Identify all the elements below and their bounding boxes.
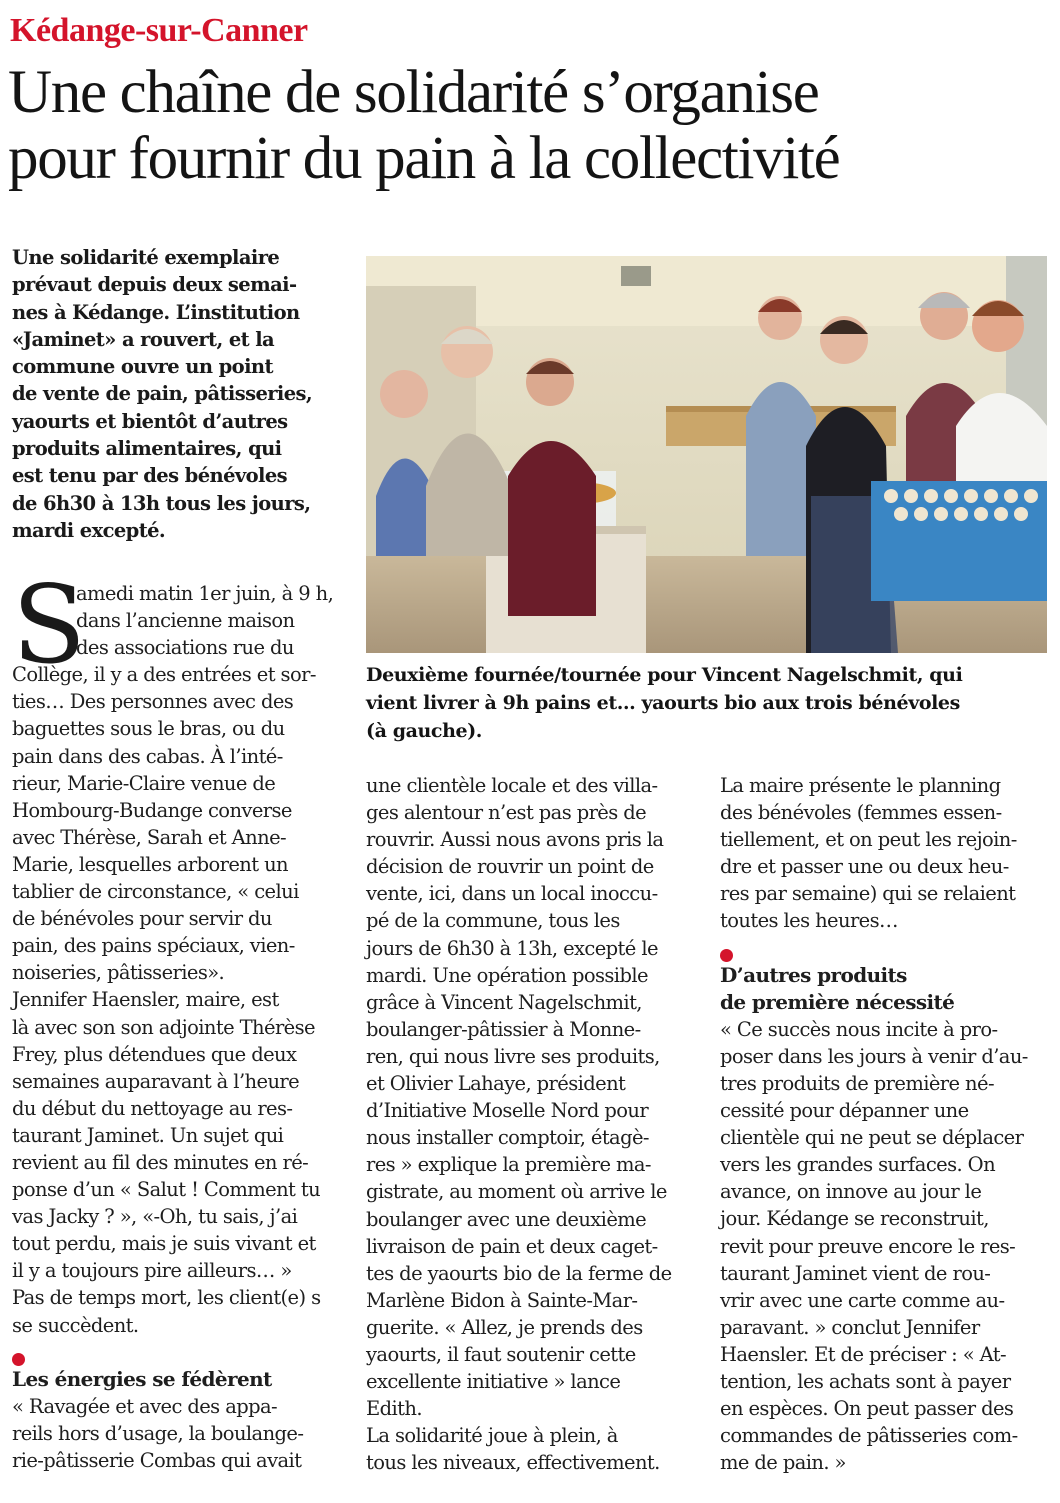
- text-line: taurant Jaminet vient de rou-: [720, 1261, 991, 1285]
- text-line: Frey, plus détendues que deux: [12, 1042, 297, 1066]
- text-line: yaourts, il faut soutenir cette: [366, 1342, 636, 1366]
- lead-paragraph: [12, 244, 342, 544]
- text-line: rieur, Marie-Claire venue de: [12, 771, 276, 795]
- text-line: se succèdent.: [12, 1313, 139, 1337]
- text-line: tention, les achats sont à payer: [720, 1369, 1011, 1393]
- text-line: amedi matin 1er juin, à 9 h,: [76, 582, 334, 605]
- article-column-3: [720, 772, 1046, 1476]
- text-line: des associations rue du: [76, 636, 294, 660]
- text-line: rie-pâtisserie Combas qui avait: [12, 1448, 302, 1472]
- text-line: vas Jacky ? », «-Oh, tu sais, j’ai: [12, 1205, 298, 1229]
- text-line: taurant Jaminet. Un sujet qui: [12, 1123, 284, 1147]
- subheading-text: de première nécessité: [720, 989, 955, 1014]
- text-line: dre et passer une ou deux heu-: [720, 855, 1009, 879]
- text-line: livraison de pain et deux caget-: [366, 1234, 658, 1258]
- text-line: ties… Des personnes avec des: [12, 690, 294, 714]
- article-column-1: [12, 580, 336, 1474]
- text-line: clientèle qui ne peut se déplacer: [720, 1126, 1024, 1150]
- text-line: tout perdu, mais je suis vivant et: [12, 1232, 316, 1256]
- paragraph-gap: [12, 1339, 336, 1353]
- text-line: d’Initiative Moselle Nord pour: [366, 1099, 649, 1123]
- text-line: La maire présente le planning: [720, 774, 1001, 797]
- text-line: dans l’ancienne maison: [76, 609, 295, 633]
- text-line: Marie, lesquelles arborent un: [12, 852, 289, 876]
- text-line: là avec son son adjointe Thérèse: [12, 1015, 315, 1039]
- article-photo: [366, 256, 1047, 653]
- text-line: vente, ici, dans un local inoccu-: [366, 882, 658, 906]
- text-line: noiseries, pâtisseries».: [12, 961, 225, 985]
- text-line: tres produits de première né-: [720, 1071, 994, 1095]
- drop-cap: S: [12, 563, 86, 688]
- text-line: res par semaine) qui se relaient: [720, 882, 1016, 906]
- text-line: vers les grandes surfaces. On: [720, 1153, 996, 1177]
- text-line: boulanger-pâtissier à Monne-: [366, 1017, 641, 1041]
- text-line: res » explique la première ma-: [366, 1153, 651, 1177]
- text-line: vrir avec une carte comme au-: [720, 1288, 1005, 1312]
- text-line: me de pain. »: [720, 1451, 846, 1475]
- text-line: revit pour preuve encore le res-: [720, 1234, 1016, 1258]
- text-line: pain dans des cabas. À l’inté-: [12, 744, 283, 768]
- text-line: jour. Kédange se reconstruit,: [720, 1207, 989, 1231]
- caption-line: (à gauche).: [366, 720, 483, 742]
- text-line: mardi excepté.: [12, 518, 166, 542]
- text-line: ponse d’un « Salut ! Comment tu: [12, 1178, 321, 1202]
- subheading: [720, 989, 1046, 1016]
- text-line: paravant. » conclut Jennifer: [720, 1315, 980, 1339]
- text-line: de 6h30 à 13h tous les jours,: [12, 491, 311, 515]
- text-line: une clientèle locale et des villa-: [366, 774, 658, 797]
- text-line: tablier de circonstance, « celui: [12, 880, 299, 904]
- text-line: rouvrir. Aussi nous avons pris la: [366, 828, 664, 852]
- text-line: Edith.: [366, 1397, 422, 1421]
- subheading-text: Les énergies se fédèrent: [12, 1366, 272, 1391]
- text-line: «Jaminet» a rouvert, et la: [12, 327, 275, 351]
- headline-line: pour fournir du pain à la collectivité: [8, 125, 840, 192]
- text-line: il y a toujours pire ailleurs… »: [12, 1259, 292, 1283]
- text-line: Jennifer Haensler, maire, est: [12, 988, 279, 1012]
- text-line: « Ravagée et avec des appa-: [12, 1394, 277, 1418]
- text-line: ren, qui nous livre ses produits,: [366, 1044, 660, 1068]
- text-line: cessité pour dépanner une: [720, 1099, 969, 1123]
- headline-line: Une chaîne de solidarité s’organise: [8, 59, 819, 126]
- text-line: Hombourg-Budange converse: [12, 798, 292, 822]
- headline: [8, 60, 1058, 192]
- text-line: commune ouvre un point: [12, 355, 273, 379]
- article-column-2: [366, 772, 690, 1476]
- text-line: du début du nettoyage au res-: [12, 1096, 293, 1120]
- text-line: semaines auparavant à l’heure: [12, 1069, 300, 1093]
- text-line: guerite. « Allez, je prends des: [366, 1315, 643, 1339]
- caption-line: vient livrer à 9h pains et… yaourts bio aux trois bénévoles: [366, 692, 960, 714]
- text-line: décision de rouvrir un point de: [366, 855, 654, 879]
- text-line: boulanger avec une deuxième: [366, 1207, 647, 1231]
- kicker: Kédange-sur-Canner: [10, 12, 308, 49]
- text-line: tous les niveaux, effectivement.: [366, 1451, 660, 1475]
- text-line: avec Thérèse, Sarah et Anne-: [12, 825, 287, 849]
- text-line: excellente initiative » lance: [366, 1370, 621, 1394]
- text-line: est tenu par des bénévoles: [12, 464, 288, 488]
- caption-line: Deuxième fournée/tournée pour Vincent Nagelschmit, qui: [366, 664, 963, 686]
- text-line: et Olivier Lahaye, président: [366, 1072, 626, 1096]
- photo-caption: [366, 661, 1046, 745]
- subheading: [12, 1353, 336, 1393]
- text-line: Collège, il y a des entrées et sor-: [12, 663, 316, 687]
- subheading: [720, 949, 1046, 989]
- text-line: des bénévoles (femmes essen-: [720, 801, 1002, 825]
- text-line: produits alimentaires, qui: [12, 437, 282, 461]
- text-line: pain, des pains spéciaux, vien-: [12, 934, 295, 958]
- paragraph-gap: [720, 935, 1046, 949]
- text-line: avance, on innove au jour le: [720, 1180, 982, 1204]
- text-line: Une solidarité exemplaire: [12, 246, 280, 269]
- text-line: reils hors d’usage, la boulange-: [12, 1421, 304, 1445]
- text-line: pé de la commune, tous les: [366, 909, 620, 933]
- text-line: Marlène Bidon à Sainte-Mar-: [366, 1288, 638, 1312]
- text-line: « Ce succès nous incite à pro-: [720, 1017, 998, 1041]
- text-line: tiellement, et on peut les rejoin-: [720, 828, 1017, 852]
- text-line: de vente de pain, pâtisseries,: [12, 382, 313, 406]
- people-photo-icon: [366, 256, 1047, 653]
- bullet-dot-icon: [720, 949, 733, 962]
- text-line: La solidarité joue à plein, à: [366, 1424, 618, 1448]
- text-line: toutes les heures…: [720, 909, 898, 933]
- text-line: Pas de temps mort, les client(e) s: [12, 1286, 321, 1310]
- subheading-text: D’autres produits: [720, 962, 907, 987]
- text-line: revient au fil des minutes en ré-: [12, 1150, 309, 1174]
- text-line: nous installer comptoir, étagè-: [366, 1126, 649, 1150]
- text-line: ges alentour n’est pas près de: [366, 801, 647, 825]
- text-line: en espèces. On peut passer des: [720, 1397, 1014, 1421]
- text-line: jours de 6h30 à 13h, excepté le: [366, 936, 658, 960]
- text-line: nes à Kédange. L’institution: [12, 300, 300, 324]
- text-line: de bénévoles pour servir du: [12, 907, 272, 931]
- text-line: poser dans les jours à venir d’au-: [720, 1044, 1028, 1068]
- text-line: prévaut depuis deux semai-: [12, 273, 297, 297]
- text-line: tes de yaourts bio de la ferme de: [366, 1261, 672, 1285]
- text-line: baguettes sous le bras, ou du: [12, 717, 285, 741]
- text-line: mardi. Une opération possible: [366, 963, 648, 987]
- text-line: grâce à Vincent Nagelschmit,: [366, 990, 642, 1014]
- text-line: yaourts et bientôt d’autres: [12, 409, 288, 433]
- text-line: commandes de pâtisseries com-: [720, 1424, 1018, 1448]
- bullet-dot-icon: [12, 1353, 25, 1366]
- text-line: gistrate, au moment où arrive le: [366, 1180, 667, 1204]
- text-line: Haensler. Et de préciser : « At-: [720, 1342, 1007, 1366]
